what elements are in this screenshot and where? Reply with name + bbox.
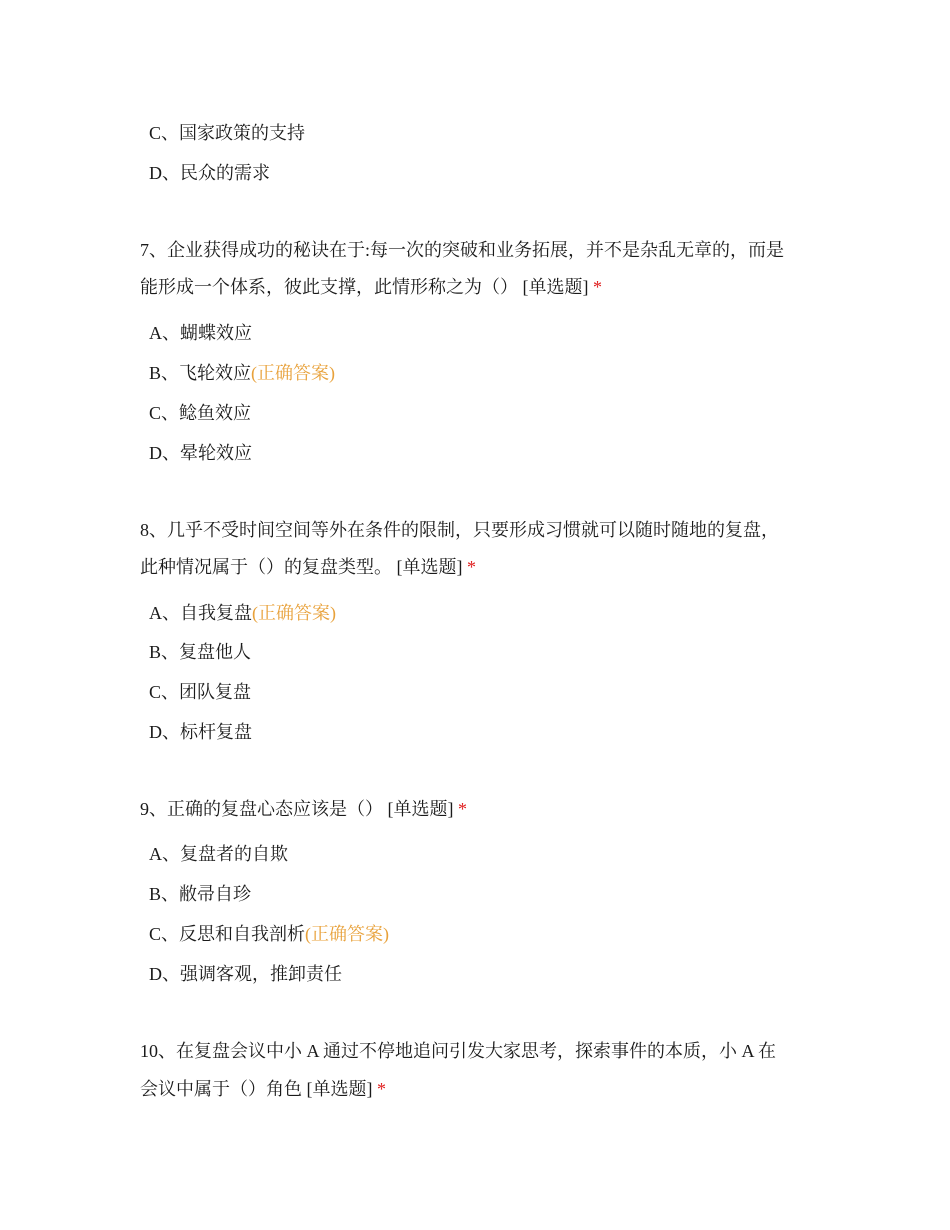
q6-option-d[interactable] <box>149 161 270 185</box>
required-mark: * <box>458 799 467 819</box>
option-letter: C、 <box>149 682 180 702</box>
option-text: 强调客观，推卸责任 <box>180 964 342 984</box>
q8-option-a[interactable] <box>149 601 336 625</box>
q7-option-a[interactable] <box>149 321 252 345</box>
question-text: 能形成一个体系，彼此支撑，此情形称之为（） <box>140 277 518 297</box>
option-letter: C、 <box>149 123 180 143</box>
required-mark: * <box>377 1079 386 1099</box>
correct-answer-label: (正确答案) <box>252 603 336 623</box>
question-text: 会议中属于（）角色 <box>140 1079 302 1099</box>
q8-option-d[interactable] <box>149 720 252 744</box>
q6-option-c[interactable] <box>149 121 305 145</box>
option-letter: A、 <box>149 603 180 623</box>
option-letter: A、 <box>149 844 180 864</box>
q9-option-a[interactable] <box>149 842 288 866</box>
option-text: 飞轮效应 <box>179 363 252 383</box>
option-letter: C、 <box>149 924 180 944</box>
option-letter: B、 <box>149 884 180 904</box>
q10-title-line-2 <box>140 1077 386 1101</box>
option-text: 复盘他人 <box>179 642 252 662</box>
required-mark: * <box>593 277 602 297</box>
option-letter: D、 <box>149 163 180 183</box>
option-letter: D、 <box>149 443 180 463</box>
question-text: 9、正确的复盘心态应该是（） <box>140 799 383 819</box>
q8-option-b[interactable] <box>149 640 251 664</box>
option-letter: D、 <box>149 722 180 742</box>
q9-title-line-1 <box>140 797 467 821</box>
q9-option-c[interactable] <box>149 922 389 946</box>
q7-title-line-2 <box>140 275 602 299</box>
q7-title-line-1: 7、企业获得成功的秘诀在于:每一次的突破和业务拓展，并不是杂乱无章的，而是 <box>140 240 784 260</box>
correct-answer-label: (正确答案) <box>305 924 390 944</box>
option-letter: B、 <box>149 642 180 662</box>
q7-option-d[interactable] <box>149 441 252 465</box>
option-text: 晕轮效应 <box>180 443 252 463</box>
q8-title-line-1: 8、几乎不受时间空间等外在条件的限制，只要形成习惯就可以随时随地的复盘， <box>140 520 779 540</box>
question-type: [单选题] <box>396 557 463 577</box>
q9-option-d[interactable] <box>149 962 342 986</box>
question-type: [单选题] <box>522 277 589 297</box>
option-text: 自我复盘 <box>180 603 252 623</box>
option-text: 民众的需求 <box>180 163 270 183</box>
q7-option-c[interactable] <box>149 401 251 425</box>
q9-option-b[interactable] <box>149 882 251 906</box>
q8-option-c[interactable] <box>149 680 251 704</box>
question-type: [单选题] <box>306 1079 373 1099</box>
option-text: 标杆复盘 <box>180 722 252 742</box>
option-letter: D、 <box>149 964 180 984</box>
question-text: 此种情况属于（）的复盘类型。 <box>140 557 392 577</box>
correct-answer-label: (正确答案) <box>251 363 336 383</box>
q8-title-line-2 <box>140 555 476 579</box>
option-text: 鲶鱼效应 <box>179 403 252 423</box>
q7-option-b[interactable] <box>149 361 335 385</box>
option-text: 复盘者的自欺 <box>180 844 288 864</box>
option-text: 团队复盘 <box>179 682 252 702</box>
option-letter: A、 <box>149 323 180 343</box>
option-text: 国家政策的支持 <box>179 123 306 143</box>
required-mark: * <box>467 557 476 577</box>
question-type: [单选题] <box>387 799 454 819</box>
q10-title-line-1: 10、在复盘会议中小 A 通过不停地追问引发大家思考，探索事件的本质，小 A 在 <box>140 1041 777 1061</box>
option-letter: C、 <box>149 403 180 423</box>
option-text: 蝴蝶效应 <box>180 323 252 343</box>
option-text: 反思和自我剖析 <box>179 924 306 944</box>
option-text: 敝帚自珍 <box>179 884 252 904</box>
option-letter: B、 <box>149 363 180 383</box>
